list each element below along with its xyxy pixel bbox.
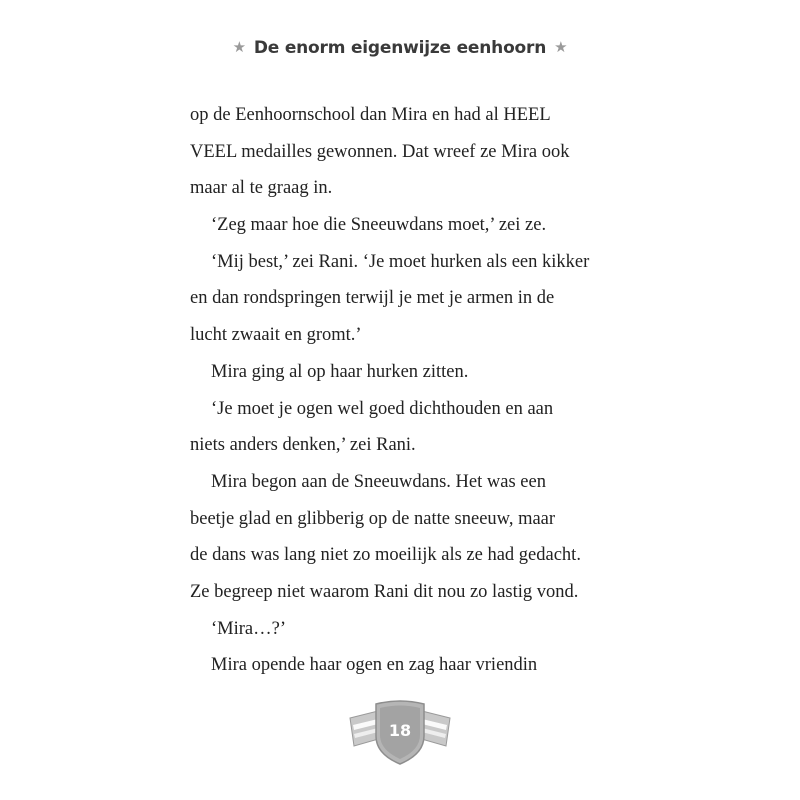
text-line: ‘Mij best,’ zei Rani. ‘Je moet hurken als een kikker [211, 251, 590, 272]
text-line: niets anders denken,’ zei Rani. [190, 435, 416, 456]
text-line: ‘Zeg maar hoe die Sneeuwdans moet,’ zei ze. [211, 215, 547, 236]
text-line: lucht zwaait en gromt.’ [190, 325, 362, 346]
page-number-badge [348, 698, 452, 768]
book-title: De enorm eigenwijze eenhoorn [253, 38, 547, 58]
shield-ribbon-icon [348, 698, 452, 768]
page-number: 18 [388, 721, 412, 740]
text-line: Mira ging al op haar hurken zitten. [211, 361, 469, 382]
text-line: VEEL medailles gewonnen. Dat wreef ze Mira ook [190, 141, 570, 162]
text-line: maar al te graag in. [190, 178, 333, 199]
text-line: ‘Mira…?’ [211, 618, 286, 639]
star-icon: ★ [232, 38, 246, 56]
text-line: Mira opende haar ogen en zag haar vriendin [211, 655, 538, 676]
text-line: Ze begreep niet waarom Rani dit nou zo lastig vond. [190, 581, 579, 602]
text-line: de dans was lang niet zo moeilijk als ze had gedacht. [190, 545, 581, 566]
page-body [190, 97, 610, 684]
text-line: Mira begon aan de Sneeuwdans. Het was een [211, 471, 546, 492]
text-line: en dan rondspringen terwijl je met je armen in de [190, 288, 555, 309]
star-icon: ★ [554, 38, 568, 56]
running-header [0, 38, 800, 58]
text-line: beetje glad en glibberig op de natte sneeuw, maar [190, 508, 556, 529]
text-line: op de Eenhoornschool dan Mira en had al HEEL [190, 105, 551, 125]
text-line: ‘Je moet je ogen wel goed dichthouden en aan [211, 398, 554, 419]
